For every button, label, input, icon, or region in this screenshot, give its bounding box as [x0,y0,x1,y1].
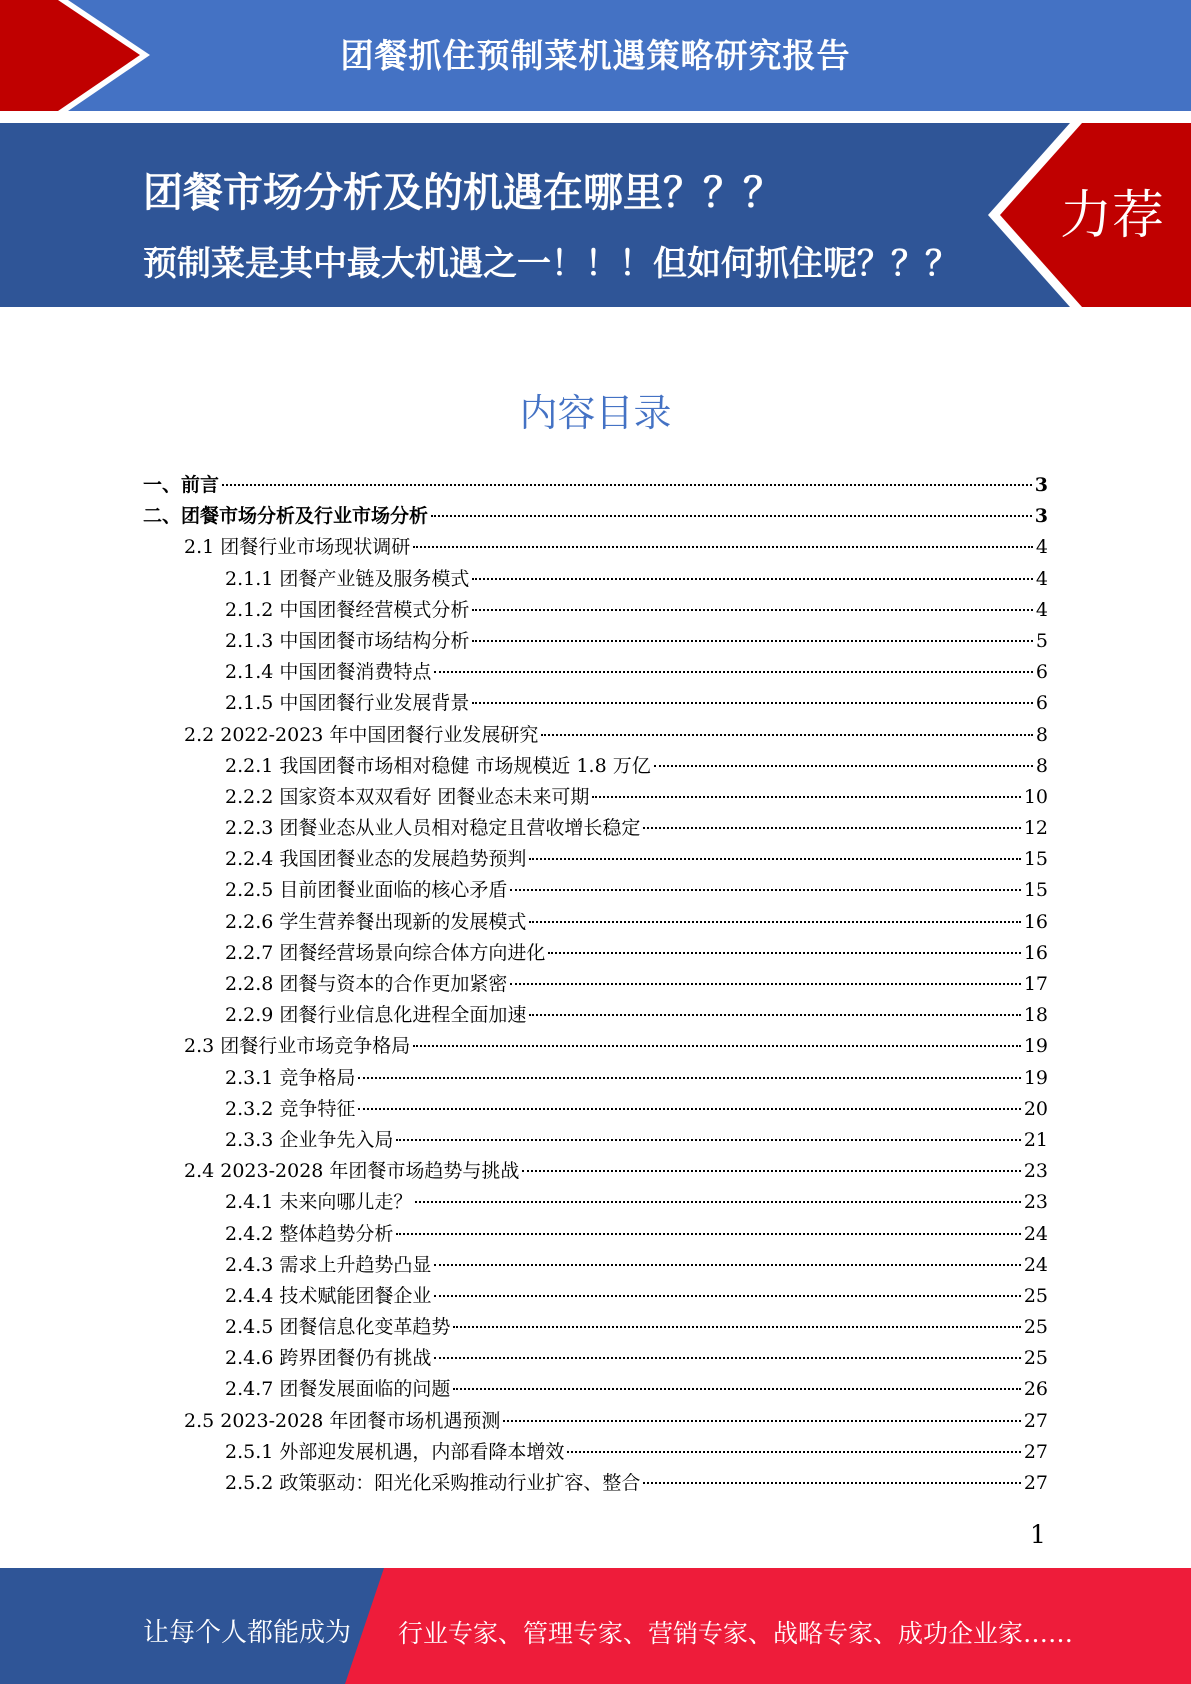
toc-leader-dots [434,1357,1020,1359]
toc-leader-dots [529,858,1020,860]
toc-leader-dots [567,1451,1020,1453]
toc-entry-page: 3 [1034,505,1048,528]
toc-entry-page: 27 [1023,1440,1048,1463]
toc-entry-title: 2.1.1 团餐产业链及服务模式 [225,567,470,590]
toc-entry[interactable] [143,626,1048,657]
toc-leader-dots [643,1482,1020,1484]
toc-leader-dots [472,609,1033,611]
toc-leader-dots [358,1077,1020,1079]
toc-entry[interactable] [143,1156,1048,1187]
toc-entry[interactable] [143,1063,1048,1094]
toc-entry-title: 2.5 2023-2028 年团餐市场机遇预测 [184,1409,501,1432]
toc-entry-page: 24 [1023,1253,1048,1276]
toc-entry-page: 8 [1035,723,1048,746]
toc-entry[interactable] [143,1312,1048,1343]
toc-entry-page: 3 [1034,474,1048,496]
banner [0,123,1191,307]
toc-entry[interactable] [143,1250,1048,1281]
banner-headline: 团餐市场分析及的机遇在哪里？？？ [143,170,783,216]
toc-entry[interactable] [143,813,1048,844]
toc-entry-page: 8 [1035,754,1048,777]
toc-leader-dots [434,1264,1020,1266]
toc-entry[interactable] [143,907,1048,938]
toc-entry[interactable] [143,595,1048,626]
toc-entry[interactable] [143,564,1048,595]
toc-entry-title: 2.2.7 团餐经营场景向综合体方向进化 [225,941,546,964]
toc-entry[interactable] [143,1343,1048,1374]
toc-leader-dots [222,484,1032,486]
toc-entry-title: 2.3.1 竞争格局 [225,1066,356,1089]
toc-entry-title: 一、前言 [143,474,220,496]
toc-entry-page: 6 [1035,692,1048,715]
toc-entry-title: 2.1 团餐行业市场现状调研 [184,536,411,559]
toc-entry[interactable] [143,501,1048,532]
toc-entry-title: 2.4.4 技术赋能团餐企业 [225,1284,432,1307]
toc-leader-dots [643,827,1020,829]
toc-entry-page: 23 [1023,1160,1048,1183]
toc-leader-dots [358,1108,1020,1110]
toc-entry[interactable] [143,844,1048,875]
toc-leader-dots [413,546,1033,548]
toc-entry-title: 2.4.2 整体趋势分析 [225,1222,394,1245]
toc-entry[interactable] [143,875,1048,906]
toc-entry[interactable] [143,1281,1048,1312]
toc-entry-title: 2.3.2 竞争特征 [225,1097,356,1120]
toc-entry-title: 2.2.6 学生营养餐出现新的发展模式 [225,910,527,933]
toc-entry[interactable] [143,657,1048,688]
toc-entry-page: 12 [1023,817,1048,840]
toc-entry-title: 2.5.1 外部迎发展机遇，内部看降本增效 [225,1440,565,1463]
header-title: 团餐抓住预制菜机遇策略研究报告 [340,36,851,75]
recommend-badge: 力荐 [1060,186,1165,246]
toc-entry-page: 25 [1023,1284,1048,1307]
toc-leader-dots [453,1388,1020,1390]
table-of-contents [143,470,1048,1499]
toc-leader-dots [431,515,1032,517]
toc-entry-title: 2.5.2 政策驱动：阳光化采购推动行业扩容、整合 [225,1472,641,1494]
toc-entry-title: 2.4.6 跨界团餐仍有挑战 [225,1347,432,1370]
toc-entry[interactable] [143,969,1048,1000]
toc-entry[interactable] [143,1000,1048,1031]
toc-entry[interactable] [143,1094,1048,1125]
toc-leader-dots [415,1201,1020,1203]
toc-entry-title: 2.2.2 国家资本双双看好 团餐业态未来可期 [225,785,590,808]
toc-entry-title: 2.1.2 中国团餐经营模式分析 [225,598,470,621]
toc-entry-title: 2.4.1 未来向哪儿走？ [225,1191,413,1214]
toc-entry-title: 2.4.3 需求上升趋势凸显 [225,1253,432,1276]
toc-entry-page: 16 [1023,910,1048,933]
banner-subheadline: 预制菜是其中最大机遇之一！！！但如何抓住呢？？？ [143,244,959,284]
toc-entry[interactable] [143,688,1048,719]
toc-leader-dots [529,1014,1020,1016]
toc-title: 内容目录 [519,391,672,435]
toc-entry-title: 2.3.3 企业争先入局 [225,1128,394,1151]
toc-entry-title: 2.1.5 中国团餐行业发展背景 [225,692,470,715]
toc-leader-dots [510,889,1020,891]
toc-entry-page: 27 [1023,1409,1048,1432]
footer-slogan-right: 行业专家、管理专家、营销专家、战略专家、成功企业家…… [398,1619,1074,1648]
toc-leader-dots [396,1139,1020,1141]
toc-entry-page: 24 [1023,1222,1048,1245]
toc-entry-title: 2.4.7 团餐发展面临的问题 [225,1378,451,1401]
toc-entry[interactable] [143,1437,1048,1468]
toc-entry-page: 4 [1035,598,1048,621]
toc-entry-page: 16 [1023,941,1048,964]
footer [0,1568,1191,1684]
toc-entry[interactable] [143,1187,1048,1218]
header-bar [0,0,1191,111]
toc-entry[interactable] [143,1031,1048,1062]
toc-entry-title: 2.1.4 中国团餐消费特点 [225,661,432,684]
toc-entry-page: 26 [1023,1378,1048,1401]
toc-entry-title: 2.2.3 团餐业态从业人员相对稳定且营收增长稳定 [225,817,641,840]
toc-entry[interactable] [143,1406,1048,1437]
toc-entry-title: 2.4 2023-2028 年团餐市场趋势与挑战 [184,1160,520,1183]
toc-entry-title: 2.2.8 团餐与资本的合作更加紧密 [225,973,508,995]
toc-leader-dots [654,765,1033,767]
toc-entry-title: 2.2.5 目前团餐业面临的核心矛盾 [225,879,508,902]
toc-entry-page: 25 [1023,1347,1048,1370]
toc-leader-dots [522,1170,1020,1172]
toc-entry[interactable] [143,1468,1048,1499]
toc-leader-dots [434,671,1033,673]
toc-entry-title: 2.3 团餐行业市场竞争格局 [184,1035,411,1058]
toc-entry-page: 4 [1035,567,1048,590]
toc-leader-dots [472,702,1033,704]
toc-entry[interactable] [143,782,1048,813]
toc-leader-dots [472,640,1033,642]
toc-leader-dots [453,1326,1020,1328]
toc-entry-page: 19 [1023,1066,1048,1089]
toc-entry-page: 20 [1023,1097,1048,1120]
toc-leader-dots [510,983,1020,985]
toc-entry[interactable] [143,720,1048,751]
toc-entry[interactable] [143,532,1048,563]
toc-leader-dots [434,1295,1020,1297]
toc-entry-page: 15 [1023,848,1048,871]
toc-entry-title: 2.4.5 团餐信息化变革趋势 [225,1316,451,1339]
toc-entry-page: 15 [1023,879,1048,902]
footer-slogan-left: 让每个人都能成为 [143,1618,352,1648]
toc-entry-title: 2.2 2022-2023 年中国团餐行业发展研究 [184,723,539,746]
toc-entry[interactable] [143,470,1048,501]
toc-entry-title: 2.2.4 我国团餐业态的发展趋势预判 [225,848,527,871]
toc-leader-dots [541,734,1032,736]
toc-leader-dots [503,1420,1020,1422]
toc-leader-dots [413,1045,1021,1047]
toc-entry-title: 2.2.9 团餐行业信息化进程全面加速 [225,1004,527,1027]
toc-entry[interactable] [143,1125,1048,1156]
toc-entry-title: 二、团餐市场分析及行业市场分析 [143,505,429,528]
toc-entry-page: 17 [1023,973,1048,995]
toc-leader-dots [472,578,1033,580]
toc-entry-page: 10 [1023,785,1048,808]
toc-leader-dots [548,952,1020,954]
toc-entry[interactable] [143,751,1048,782]
toc-entry-title: 2.2.1 我国团餐市场相对稳健 市场规模近 1.8 万亿 [225,754,651,777]
toc-leader-dots [529,921,1020,923]
page-number: 1 [1030,1520,1046,1549]
toc-entry[interactable] [143,1219,1048,1250]
toc-entry-page: 19 [1023,1035,1048,1058]
toc-entry-page: 5 [1035,629,1048,652]
toc-entry-page: 6 [1035,661,1048,684]
toc-entry-page: 27 [1023,1472,1048,1494]
toc-entry-page: 4 [1035,536,1048,559]
toc-entry-page: 21 [1023,1128,1048,1151]
toc-entry[interactable] [143,938,1048,969]
toc-leader-dots [396,1233,1020,1235]
toc-entry[interactable] [143,1374,1048,1405]
toc-entry-page: 23 [1023,1191,1048,1214]
toc-entry-title: 2.1.3 中国团餐市场结构分析 [225,629,470,652]
toc-leader-dots [592,796,1020,798]
toc-entry-page: 18 [1023,1004,1048,1027]
toc-entry-page: 25 [1023,1316,1048,1339]
